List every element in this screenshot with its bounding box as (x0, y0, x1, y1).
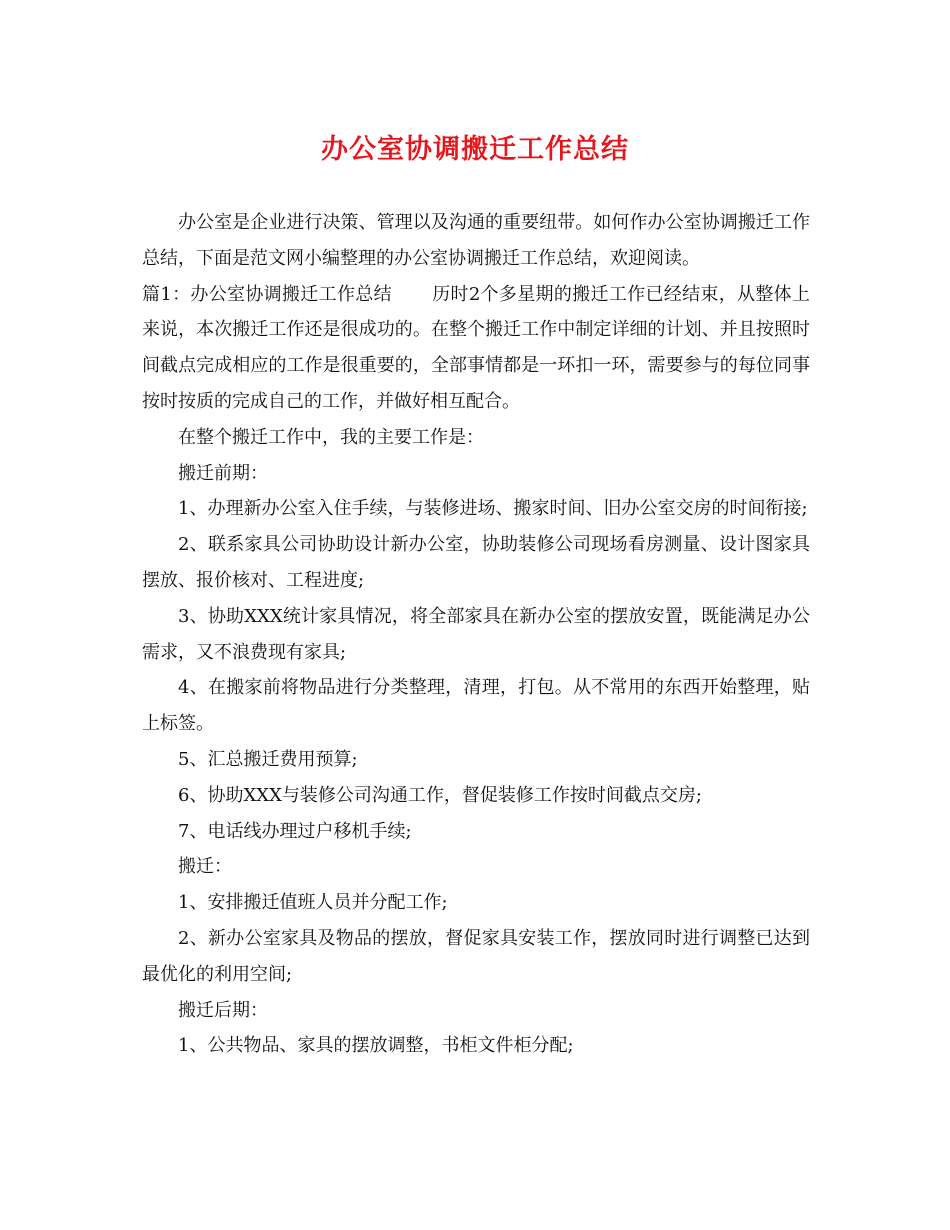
pre-move-item: 4、在搬家前将物品进行分类整理，清理，打包。从不常用的东西开始整理，贴上标签。 (142, 677, 810, 735)
intro-paragraph: 办公室是企业进行决策、管理以及沟通的重要纽带。如何作办公室协调搬迁工作总结，下面是范文网小编整理的办公室协调搬迁工作总结，欢迎阅读。 (142, 212, 810, 269)
article-label: 篇1：办公室协调搬迁工作总结 (142, 283, 392, 305)
article-text: 历时2个多星期的搬迁工作已经结束，从整体上来说，本次搬迁工作还是很成功的。在整个搬迁工作中制定详细的计划、并且按照时间截点完成相应的工作是很重要的，全部事情都是一环扣一环，需要参与的每位同事按时按质的完成自己的工作，并做好相互配合。 (142, 283, 810, 412)
pre-move-item: 5、汇总搬迁费用预算; (178, 748, 358, 770)
move-heading: 搬迁： (178, 856, 232, 878)
move-item: 2、新办公室家具及物品的摆放，督促家具安装工作，摆放同时进行调整已达到最优化的利用空间; (142, 927, 810, 985)
pre-move-item: 3、协助XXX统计家具情况，将全部家具在新办公室的摆放安置，既能满足办公需求，又不浪费现有家具; (142, 605, 810, 663)
pre-move-heading: 搬迁前期： (178, 462, 268, 484)
pre-move-item: 1、办理新办公室入住手续，与装修进场、搬家时间、旧办公室交房的时间衔接; (178, 498, 808, 520)
post-move-item: 1、公共物品、家具的摆放调整，书柜文件柜分配; (178, 1035, 574, 1057)
move-item: 1、安排搬迁值班人员并分配工作; (178, 892, 448, 914)
pre-move-item: 2、联系家具公司协助设计新办公室，协助装修公司现场看房测量、设计图家具摆放、报价核对、工程进度; (142, 534, 810, 591)
article-paragraph (142, 277, 810, 420)
pre-move-item: 6、协助XXX与装修公司沟通工作，督促装修工作按时间截点交房; (178, 784, 702, 806)
document-title: 办公室协调搬迁工作总结 (321, 134, 629, 165)
main-work-paragraph: 在整个搬迁工作中，我的主要工作是： (178, 426, 484, 448)
post-move-heading: 搬迁后期： (178, 999, 268, 1021)
pre-move-item: 7、电话线办理过户移机手续; (178, 820, 412, 842)
document-body (142, 205, 810, 1064)
